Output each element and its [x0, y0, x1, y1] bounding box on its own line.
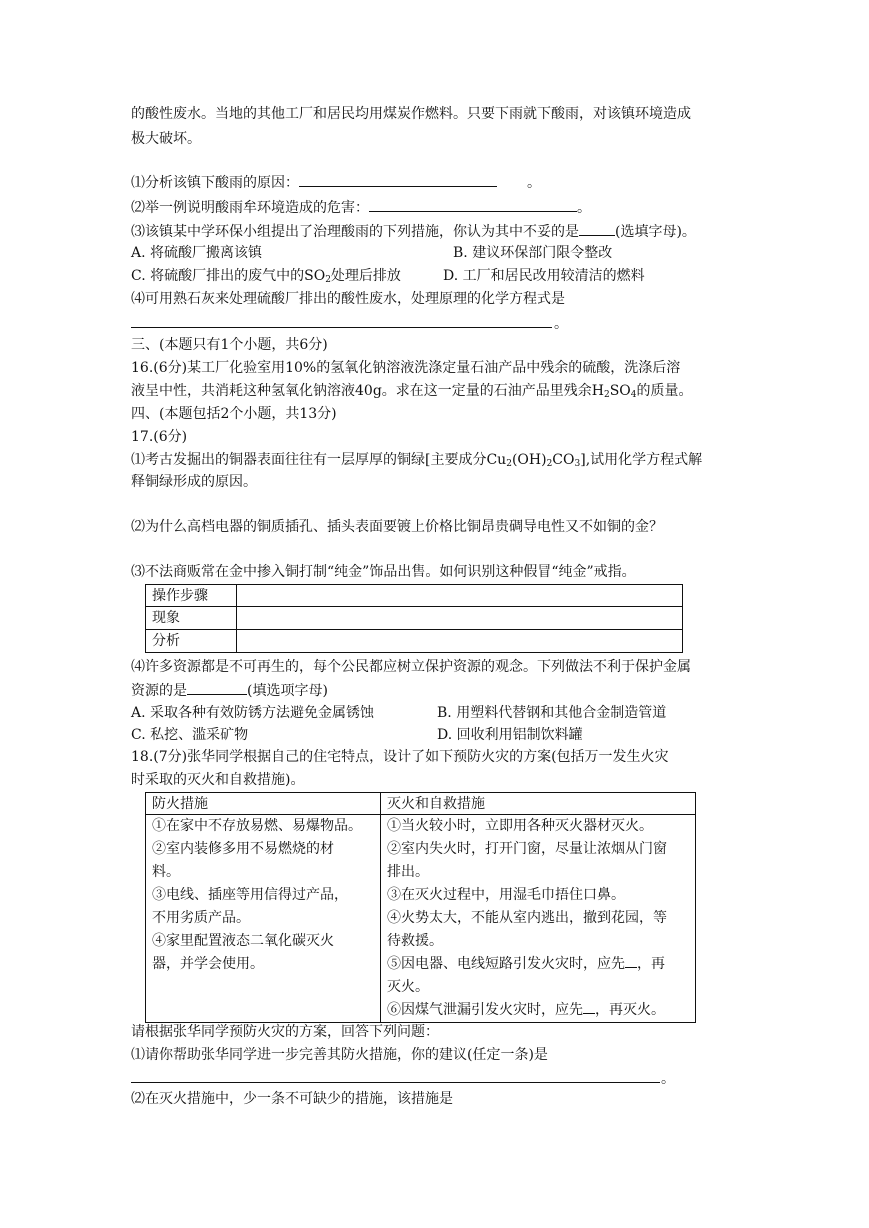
q18-part1-end: 。 [661, 1071, 675, 1087]
q15-option-d: D. 工厂和居民改用较清洁的燃料 [443, 268, 645, 284]
answer-cell-steps[interactable] [237, 585, 683, 607]
section4-heading: 四、(本题包括2个小题，共13分) [131, 406, 337, 422]
q15-option-b: B. 建议环保部门限令整改 [453, 245, 613, 261]
q17-options-cd [131, 725, 583, 745]
q17-option-d: D. 回收利用铝制饮料罐 [437, 727, 583, 743]
table-row-label: 操作步骤 [146, 585, 237, 607]
q18-part1-answer-line[interactable] [131, 1082, 660, 1083]
fire-item5-blank[interactable] [625, 953, 637, 968]
identification-table [145, 584, 683, 653]
q17-part4-blank[interactable] [187, 680, 247, 695]
q18-part2: ⑵在灭火措施中，少一条不可缺少的措施，该措施是 [131, 1091, 453, 1107]
q16-line-1: 16.(6分)某工厂化验室用10%的氢氧化钠溶液洗涤定量石油产品中残余的硫酸，洗涤后溶 [131, 360, 681, 376]
q17-part1-line-1: ⑴考古发掘出的铜器表面往往有一层厚厚的铜绿[主要成分$Cu_2(OH)_2CO_3$],试用化学方程式解 [131, 452, 703, 469]
q15-part2-blank[interactable] [369, 197, 577, 212]
q17-part2: ⑵为什么高档电器的铜质插孔、插头表面要镀上价格比铜昂贵碉导电性又不如铜的金？ [131, 519, 663, 535]
q18-prompt: 请根据张华同学预防火灾的方案，回答下列问题： [131, 1024, 439, 1040]
table-row-label: 分析 [146, 630, 237, 653]
q15-part3 [131, 221, 696, 241]
q15-part2 [131, 197, 591, 217]
q15-part4-end: 。 [554, 316, 568, 332]
q15-part4: ⑷可用熟石灰来处理硫酸厂排出的酸性废水，处理原理的化学方程式是 [131, 291, 565, 307]
q15-part3-blank[interactable] [579, 221, 615, 236]
answer-cell-phenomenon[interactable] [237, 607, 683, 630]
table-row-label: 现象 [146, 607, 237, 630]
q17-part3: ⑶不法商贩常在金中掺入铜打制“纯金”饰品出售。如何识别这种假冒“纯金”戒指。 [131, 564, 636, 580]
q15-part1-end: 。 [527, 175, 541, 191]
q18-line-1: 18.(7分)张华同学根据自己的住宅特点，设计了如下预防火灾的方案(包括万一发生火灾 [131, 749, 669, 765]
q15-part1-blank[interactable] [299, 172, 497, 187]
section3-heading: 三、(本题只有1个小题，共6分) [131, 337, 328, 353]
q18-part1: ⑴请你帮助张华同学进一步完善其防火措施，你的建议(任定一条)是 [131, 1047, 548, 1063]
q17-heading: 17.(6分) [131, 429, 188, 445]
q18-line-2: 时采取的灭火和自救措施)。 [131, 772, 305, 788]
q15-part3-text: ⑶该镇某中学环保小组提出了治理酸雨的下列措施，你认为其中不妥的是 [131, 224, 579, 240]
q15-options-cd [131, 266, 645, 286]
intro-line-1: 的酸性废水。当地的其他工厂和居民均用煤炭作燃料。只要下雨就下酸雨，对该镇环境造成 [131, 106, 691, 122]
q16-line-2: 液呈中性，共消耗这种氢氧化钠溶液40g。求在这一定量的石油产品里残余$H_2SO_4$的质量。 [131, 383, 693, 400]
q15-part2-text: ⑵举一例说明酸雨牟环境造成的危害： [131, 200, 369, 216]
q17-option-a: A. 采取各种有效防锈方法避免金属锈蚀 [131, 705, 375, 721]
q15-part1 [131, 172, 541, 192]
q17-option-c: C. 私挖、滥采矿物 [131, 727, 249, 743]
fire-table-header-right: 灭火和自救措施 [381, 793, 696, 815]
fire-prevention-cell: ①在家中不存放易燃、易爆物品。 ②室内装修多用不易燃烧的材 料。 ③电线、插座等用信得过产品， 不用劣质产品。 ④家里配置液态二氧化碳灭火 器，并学会使用。 [146, 815, 381, 1023]
q15-option-a: A. 将硫酸厂搬离该镇 [131, 245, 263, 261]
q15-option-c: C. 将硫酸厂排出的废气中的$SO_2$处理后排放 [131, 268, 401, 285]
intro-line-2: 极大破坏。 [131, 131, 201, 147]
q17-option-b: B. 用塑料代替钢和其他合金制造管道 [437, 705, 667, 721]
q17-part4-line-2: 资源的是 (填选项字母) [131, 680, 328, 700]
fire-plan-table [145, 792, 696, 1023]
q15-part2-end: 。 [577, 200, 591, 216]
fire-table-header-left: 防火措施 [146, 793, 381, 815]
q15-part3-suffix: (选填字母)。 [615, 224, 696, 240]
fire-fighting-cell: ①当火较小时，立即用各种灭火器材灭火。 ②室内失火时，打开门窗，尽量让浓烟从门窗 排出。 ③在灭火过程中，用湿毛巾捂住口鼻。 ④火势太大，不能从室内逃出，撤到花园，等 待救援。 ⑤因电器、电线短路引发火灾时，应先 ，再 灭火。 ⑥因煤气泄漏引发火灾时，应先 ，再灭火。 [381, 815, 696, 1023]
q17-part4-line-1: ⑷许多资源都是不可再生的，每个公民都应树立保护资源的观念。下列做法不利于保护金属 [131, 659, 691, 675]
q17-options-ab [131, 703, 666, 723]
q15-options-ab [131, 243, 612, 263]
answer-cell-analysis[interactable] [237, 630, 683, 653]
q17-part1-line-2: 释铜绿形成的原因。 [131, 474, 257, 490]
fire-item6-blank[interactable] [583, 999, 595, 1014]
q15-part4-answer-line[interactable] [131, 327, 552, 328]
q15-part1-text: ⑴分析该镇下酸雨的原因： [131, 175, 299, 191]
